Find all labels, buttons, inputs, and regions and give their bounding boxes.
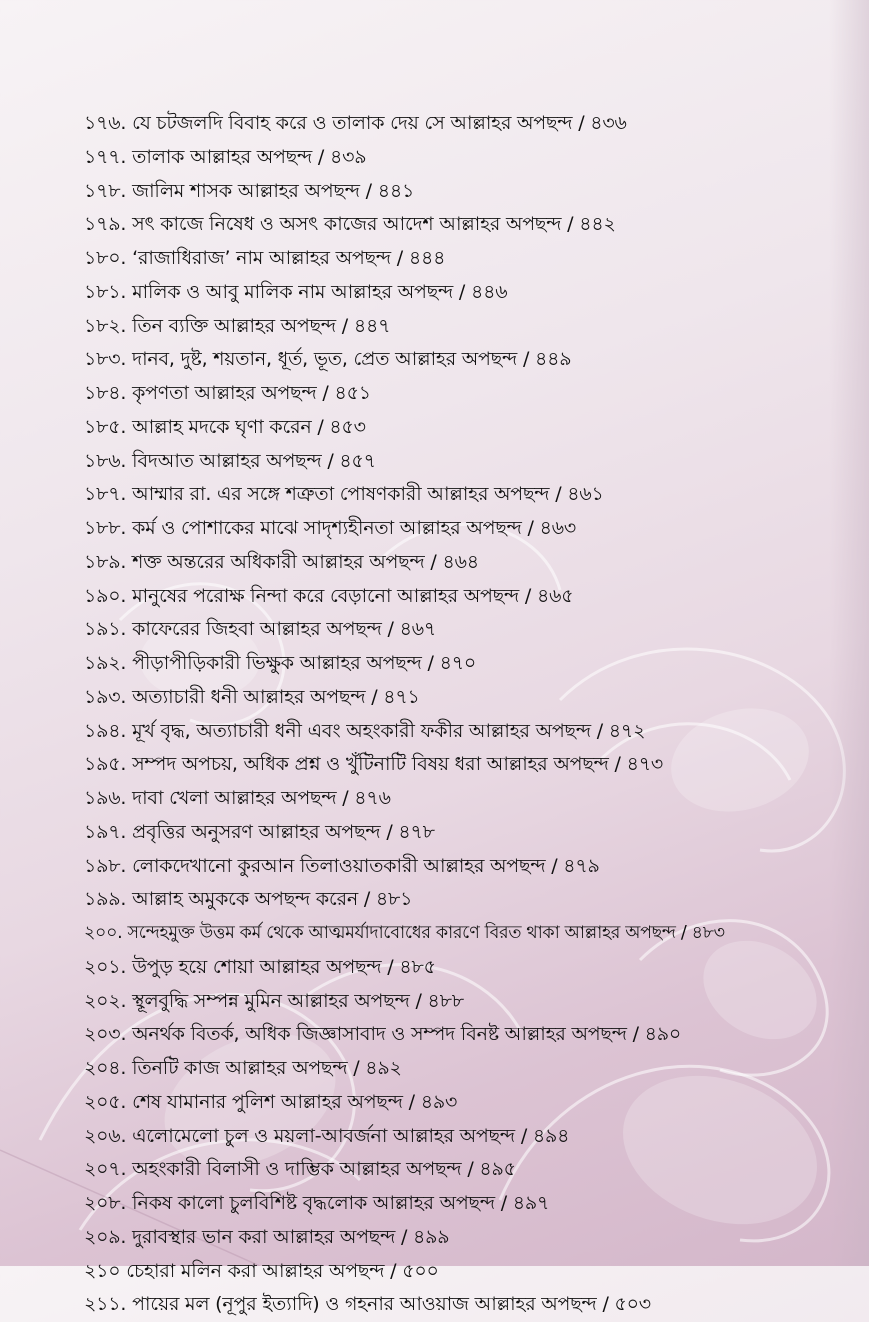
entry-page-number: ৪৬৩ <box>539 517 577 539</box>
entry-title: মানুষের পরোক্ষ নিন্দা করে বেড়ানো আল্লাহর অপছন্দ <box>132 584 520 607</box>
entry-page-number: ৪৭২ <box>608 719 646 742</box>
entry-title: লোকদেখানো কুরআন তিলাওয়াতকারী আল্লাহর অপছন্দ <box>132 854 546 877</box>
toc-entry <box>84 377 854 411</box>
entry-separator: / <box>359 179 378 202</box>
toc-entry <box>84 1018 854 1052</box>
entry-title: আল্লাহ মদকে ঘৃণা করেন <box>132 415 312 438</box>
entry-separator: / <box>461 1158 480 1181</box>
toc-entry <box>84 175 854 209</box>
toc-entry <box>84 985 854 1019</box>
entry-page-number: ৪৫৭ <box>339 449 376 472</box>
entry-title: এলোমেলো চুল ও ময়লা-আবর্জনা আল্লাহর অপছন্দ <box>132 1124 515 1147</box>
toc-entry <box>84 310 854 344</box>
entry-separator: / <box>381 955 400 978</box>
toc-entry <box>84 242 854 276</box>
entry-separator: / <box>517 348 535 371</box>
entry-title: নিকষ কালো চুলবিশিষ্ট বৃদ্ধলোক আল্লাহর অপছন্দ <box>132 1192 495 1214</box>
entry-page-number: ৪৬৫ <box>536 584 574 607</box>
entry-separator: / <box>358 888 376 911</box>
toc-entry <box>84 1086 854 1120</box>
toc-entry <box>84 512 854 546</box>
entry-number: ১৯৩. <box>84 685 127 708</box>
entry-page-number: ৪৩৬ <box>590 112 627 134</box>
entry-page-number: ৪৮৫ <box>399 955 436 978</box>
toc-entry <box>84 782 854 816</box>
entry-separator: / <box>421 652 440 674</box>
entry-title: সম্পদ অপচয়, অধিক প্রশ্ন ও খুঁটিনাটি বিষয় ধরা আল্লাহর অপছন্দ <box>132 753 609 776</box>
entry-number: ১৮৫. <box>84 415 127 438</box>
entry-separator: / <box>626 1023 645 1046</box>
toc-entry <box>84 951 854 985</box>
entry-number: ১৭৭. <box>84 145 127 168</box>
entry-number: ২১০ <box>84 1259 121 1282</box>
entry-page-number: ৪৯৭ <box>512 1192 550 1214</box>
entry-number: ২০৯. <box>84 1225 127 1248</box>
entry-separator: / <box>312 145 330 168</box>
entry-number: ১৯৯. <box>84 888 127 911</box>
entry-page-number: ৪৪৯ <box>535 348 572 371</box>
entry-title: শক্ত অন্তরের অধিকারী আল্লাহর অপছন্দ <box>132 550 425 573</box>
entry-number: ১৮০. <box>84 247 127 269</box>
entry-separator: / <box>336 787 355 809</box>
entry-number: ১৮১. <box>84 280 127 303</box>
entry-separator: / <box>590 719 609 742</box>
toc-entry <box>84 748 854 782</box>
entry-number: ২০৭. <box>84 1158 127 1181</box>
entry-number: ১৯৮. <box>84 854 127 877</box>
entry-separator: / <box>596 1293 615 1316</box>
entry-page-number: ৪৭৯ <box>563 854 600 877</box>
toc-entry <box>84 1187 854 1221</box>
toc-entry <box>84 411 854 445</box>
entry-number: ১৯০. <box>84 584 127 607</box>
entry-page-number: ৪৯২ <box>365 1057 402 1079</box>
entry-title: মূর্খ বৃদ্ধ, অত্যাচারী ধনী এবং অহংকারী ফকীর আল্লাহর অপছন্দ <box>132 719 591 742</box>
entry-title: অনর্থক বিতর্ক, অধিক জিজ্ঞাসাবাদ ও সম্পদ বিনষ্ট আল্লাহর অপছন্দ <box>132 1023 627 1046</box>
entry-separator: / <box>453 280 471 303</box>
table-of-contents <box>84 107 854 1322</box>
entry-title: তালাক আল্লাহর অপছন্দ <box>132 145 313 168</box>
entry-title: বিদআত আল্লাহর অপছন্দ <box>132 449 322 472</box>
entry-number: ১৯৫. <box>84 753 127 776</box>
entry-number: ১৮২. <box>84 314 127 337</box>
toc-entry <box>84 343 854 377</box>
entry-separator: / <box>311 415 330 438</box>
entry-title: চেহারা মলিন করা আল্লাহর অপছন্দ <box>126 1259 385 1282</box>
entry-page-number: ৪৪৬ <box>470 280 508 303</box>
entry-page-number: ৪৯৪ <box>532 1124 570 1147</box>
entry-number: ২০২. <box>84 989 127 1012</box>
entry-title: আম্মার রা. এর সঙ্গে শত্রুতা পোষণকারী আল্লাহর অপছন্দ <box>132 483 550 506</box>
entry-title: কৃপণতা আল্লাহর অপছন্দ <box>132 382 317 404</box>
entry-separator: / <box>561 213 580 236</box>
entry-title: কর্ম ও পোশাকের মাঝে সাদৃশ্যহীনতা আল্লাহর অপছন্দ <box>132 517 522 539</box>
entry-title: দুরাবস্থার ভান করা আল্লাহর অপছন্দ <box>132 1225 396 1248</box>
entry-title: প্রবৃত্তির অনুসরণ আল্লাহর অপছন্দ <box>132 820 381 843</box>
entry-page-number: ৫০০ <box>402 1259 439 1282</box>
entry-number: ২০৪. <box>84 1057 127 1079</box>
entry-separator: / <box>424 550 443 573</box>
entry-page-number: ৪৬৭ <box>399 618 437 641</box>
entry-separator: / <box>494 1192 513 1214</box>
toc-entry <box>84 1153 854 1187</box>
entry-separator: / <box>608 753 627 776</box>
entry-number: ১৯৭. <box>84 820 127 843</box>
entry-separator: / <box>365 685 384 708</box>
toc-entry <box>84 141 854 175</box>
entry-page-number: ৪৭১ <box>383 685 420 708</box>
entry-number: ২০৬. <box>84 1124 127 1147</box>
entry-title: কাফেরের জিহবা আল্লাহর অপছন্দ <box>132 618 382 641</box>
toc-entry <box>84 1255 854 1289</box>
entry-separator: / <box>384 1259 403 1282</box>
toc-entry <box>84 276 854 310</box>
entry-page-number: ৪৭৬ <box>354 787 391 809</box>
entry-page-number: ৪৭০ <box>439 652 476 674</box>
entry-separator: / <box>545 854 564 877</box>
entry-separator: / <box>321 449 340 472</box>
toc-entry <box>84 647 854 681</box>
toc-entry <box>84 816 854 850</box>
entry-title: আল্লাহ অমুককে অপছন্দ করেন <box>132 888 359 911</box>
entry-page-number: ৪৮৮ <box>427 989 464 1012</box>
entry-page-number: ৪৪৪ <box>408 247 446 269</box>
entry-page-number: ৪৯৯ <box>413 1225 450 1248</box>
entry-title: অহংকারী বিলাসী ও দাম্ভিক আল্লাহর অপছন্দ <box>132 1158 462 1181</box>
toc-entry <box>84 681 854 715</box>
entry-title: অত্যাচারী ধনী আল্লাহর অপছন্দ <box>132 685 366 708</box>
entry-page-number: ৪৮১ <box>375 888 413 911</box>
entry-separator: / <box>390 247 409 269</box>
entry-title: দানব, দুষ্ট, শয়তান, ধূর্ত, ভূত, প্রেত আল্লাহর অপছন্দ <box>132 348 518 371</box>
entry-title: তিন ব্যক্তি আল্লাহর অপছন্দ <box>132 314 336 337</box>
entry-page-number: ৪৯৫ <box>479 1158 516 1181</box>
toc-entry <box>84 208 854 242</box>
entry-title: তিনটি কাজ আল্লাহর অপছন্দ <box>132 1057 348 1079</box>
entry-separator: / <box>549 483 568 506</box>
entry-page-number: ৪৬৪ <box>442 550 479 573</box>
entry-number: ১৯২. <box>84 652 127 674</box>
toc-entry <box>84 478 854 512</box>
toc-entry <box>84 613 854 647</box>
entry-separator: / <box>335 314 354 337</box>
toc-entry <box>84 580 854 614</box>
entry-separator: / <box>572 112 591 134</box>
entry-number: ১৯৪. <box>84 719 127 742</box>
entry-title: সৎ কাজে নিষেধ ও অসৎ কাজের আদেশ আল্লাহর অপছন্দ <box>132 213 562 236</box>
entry-title: যে চটজলদি বিবাহ করে ও তালাক দেয় সে আল্লাহর অপছন্দ <box>132 112 573 134</box>
entry-separator: / <box>409 989 428 1012</box>
entry-separator: / <box>519 584 537 607</box>
entry-page-number: ৪৮৩ <box>691 923 725 943</box>
entry-title: সন্দেহমুক্ত উত্তম কর্ম থেকে আত্মমর্যাদাবোধের কারণে বিরত থাকা আল্লাহর অপছন্দ <box>127 923 676 943</box>
toc-entry <box>84 850 854 884</box>
toc-entry <box>84 1052 854 1086</box>
entry-title: ‘রাজাধিরাজ’ নাম আল্লাহর অপছন্দ <box>132 247 391 269</box>
entry-page-number: ৪৪২ <box>579 213 616 236</box>
toc-entry <box>84 445 854 479</box>
entry-page-number: ৫০৩ <box>614 1293 651 1316</box>
toc-entry <box>84 917 854 951</box>
entry-number: ২০৩. <box>84 1023 127 1046</box>
entry-number: ২০১. <box>84 955 127 978</box>
toc-entry <box>84 1288 854 1322</box>
entry-page-number: ৪৪৭ <box>353 314 391 337</box>
entry-page-number: ৪৯৩ <box>420 1090 458 1113</box>
entry-page-number: ৪৫৩ <box>329 415 366 438</box>
toc-entry <box>84 715 854 749</box>
entry-number: ১৮৮. <box>84 517 127 539</box>
entry-number: ১৯৬. <box>84 787 127 809</box>
entry-number: ২০০. <box>84 923 123 943</box>
entry-page-number: ৪৪১ <box>377 179 415 202</box>
entry-title: মালিক ও আবু মালিক নাম আল্লাহর অপছন্দ <box>132 280 454 303</box>
toc-entry <box>84 1120 854 1154</box>
entry-number: ১৮৪. <box>84 382 127 404</box>
entry-title: পীড়াপীড়িকারী ভিক্ষুক আল্লাহর অপছন্দ <box>132 652 422 674</box>
entry-number: ১৮৭. <box>84 483 127 506</box>
toc-entry <box>84 883 854 917</box>
toc-entry <box>84 1221 854 1255</box>
entry-separator: / <box>514 1124 533 1147</box>
entry-separator: / <box>402 1090 421 1113</box>
entry-page-number: ৪৬১ <box>567 483 604 506</box>
toc-entry <box>84 107 854 141</box>
entry-number: ১৮৯. <box>84 550 127 573</box>
entry-title: জালিম শাসক আল্লাহর অপছন্দ <box>132 179 360 202</box>
entry-title: উপুড় হয়ে শোয়া আল্লাহর অপছন্দ <box>132 955 382 978</box>
entry-separator: / <box>347 1057 366 1079</box>
entry-title: পায়ের মল (নূপুর ইত্যাদি) ও গহনার আওয়াজ আল্লাহর অপছন্দ <box>132 1293 597 1316</box>
entry-separator: / <box>316 382 335 404</box>
entry-separator: / <box>381 618 400 641</box>
entry-page-number: ৪৯০ <box>644 1023 682 1046</box>
entry-number: ১৮৬. <box>84 449 127 472</box>
toc-entry <box>84 546 854 580</box>
entry-page-number: ৪৭৮ <box>398 820 435 843</box>
entry-number: ১৯১. <box>84 618 127 641</box>
entry-title: স্থূলবুদ্ধি সম্পন্ন মুমিন আল্লাহর অপছন্দ <box>132 989 410 1012</box>
entry-number: ১৭৮. <box>84 179 127 202</box>
entry-page-number: ৪৩৯ <box>329 145 367 168</box>
entry-number: ২০৫. <box>84 1090 127 1113</box>
entry-number: ১৭৬. <box>84 112 127 134</box>
entry-number: ২০৮. <box>84 1192 127 1214</box>
entry-separator: / <box>380 820 399 843</box>
entry-page-number: ৪৭৩ <box>626 753 664 776</box>
entry-number: ২১১. <box>84 1293 127 1316</box>
entry-title: দাবা খেলা আল্লাহর অপছন্দ <box>132 787 337 809</box>
entry-separator: / <box>675 923 692 943</box>
entry-number: ১৮৩. <box>84 348 127 371</box>
entry-title: শেষ যামানার পুলিশ আল্লাহর অপছন্দ <box>132 1090 403 1113</box>
entry-separator: / <box>395 1225 414 1248</box>
entry-number: ১৭৯. <box>84 213 127 236</box>
entry-page-number: ৪৫১ <box>334 382 371 404</box>
entry-separator: / <box>521 517 540 539</box>
